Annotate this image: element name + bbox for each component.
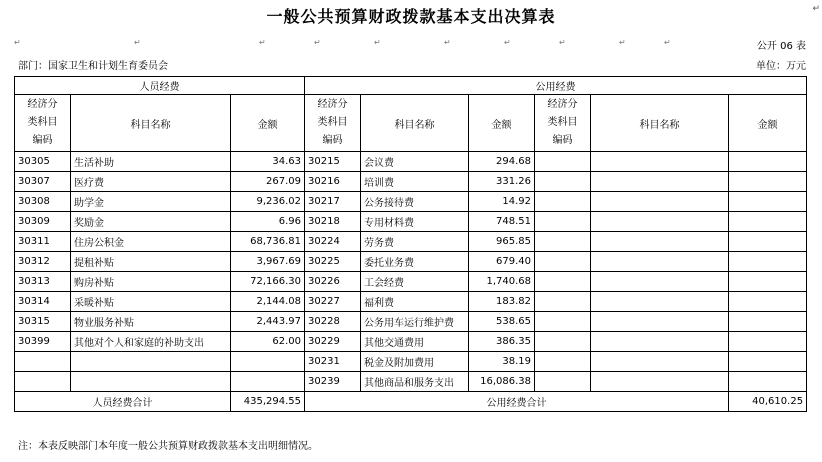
personnel-code-cell <box>15 352 71 372</box>
personnel-amount-cell: 3,967.69 <box>231 252 305 272</box>
public-amount-cell: 386.35 <box>469 332 535 352</box>
public-name-cell: 福利费 <box>361 292 469 312</box>
public-name-cell: 工会经费 <box>361 272 469 292</box>
personnel-amount-cell: 9,236.02 <box>231 192 305 212</box>
empty-amount-cell <box>729 292 807 312</box>
table-row <box>15 292 807 312</box>
unit-label: 单位：万元 <box>756 61 806 72</box>
personnel-amount-cell: 34.63 <box>231 152 305 172</box>
table-row <box>15 232 807 252</box>
personnel-code-cell: 30311 <box>15 232 71 252</box>
empty-name-cell <box>591 292 729 312</box>
public-code-cell: 30228 <box>305 312 361 332</box>
personnel-name-cell: 其他对个人和家庭的补助支出 <box>71 332 231 352</box>
empty-code-cell <box>535 232 591 252</box>
empty-code-cell <box>535 152 591 172</box>
empty-code-cell <box>535 212 591 232</box>
personnel-name-cell: 购房补贴 <box>71 272 231 292</box>
public-name-cell: 公务接待费 <box>361 192 469 212</box>
personnel-code-cell: 30313 <box>15 272 71 292</box>
table-row <box>15 332 807 352</box>
amount-header: 金额 <box>231 95 305 152</box>
table-row <box>15 352 807 372</box>
public-name-cell: 其他交通费用 <box>361 332 469 352</box>
public-name-cell: 委托业务费 <box>361 252 469 272</box>
table-row <box>15 272 807 292</box>
personnel-amount-cell: 62.00 <box>231 332 305 352</box>
public-name-cell: 会议费 <box>361 152 469 172</box>
personnel-amount-cell: 267.09 <box>231 172 305 192</box>
personnel-code-cell: 30399 <box>15 332 71 352</box>
public-amount-cell: 294.68 <box>469 152 535 172</box>
personnel-amount-cell: 2,443.97 <box>231 312 305 332</box>
econ-code-header: 经济分 类科目 编码 <box>305 95 361 152</box>
public-total-label: 公用经费合计 <box>305 392 729 412</box>
personnel-name-cell: 奖励金 <box>71 212 231 232</box>
public-code-cell: 30217 <box>305 192 361 212</box>
personnel-code-cell: 30314 <box>15 292 71 312</box>
personnel-name-cell: 助学金 <box>71 192 231 212</box>
public-name-cell: 专用材料费 <box>361 212 469 232</box>
personnel-name-cell: 生活补助 <box>71 152 231 172</box>
public-code-cell: 30226 <box>305 272 361 292</box>
personnel-code-cell: 30312 <box>15 252 71 272</box>
public-name-cell: 培训费 <box>361 172 469 192</box>
empty-name-cell <box>591 372 729 392</box>
personnel-name-cell: 采暖补贴 <box>71 292 231 312</box>
personnel-amount-cell <box>231 352 305 372</box>
empty-name-cell <box>591 212 729 232</box>
personnel-code-cell: 30308 <box>15 192 71 212</box>
personnel-amount-cell: 6.96 <box>231 212 305 232</box>
table-row <box>15 152 807 172</box>
public-code-cell: 30227 <box>305 292 361 312</box>
empty-amount-cell <box>729 352 807 372</box>
public-name-cell: 税金及附加费用 <box>361 352 469 372</box>
empty-code-cell <box>535 172 591 192</box>
personnel-code-cell: 30309 <box>15 212 71 232</box>
format-marks-row: ↵ ↵ ↵ ↵ ↵ ↵ ↵ ↵ ↵ ↵ <box>14 38 671 47</box>
public-code-cell: 30231 <box>305 352 361 372</box>
public-code-cell: 30216 <box>305 172 361 192</box>
public-code-cell: 30218 <box>305 212 361 232</box>
table-row <box>15 312 807 332</box>
public-total-amount: 40,610.25 <box>729 392 807 412</box>
personnel-name-cell: 住房公积金 <box>71 232 231 252</box>
expenditure-table <box>14 76 807 412</box>
public-name-cell: 公务用车运行维护费 <box>361 312 469 332</box>
empty-name-cell <box>591 312 729 332</box>
column-header-row <box>15 95 807 152</box>
public-code-cell: 30224 <box>305 232 361 252</box>
section-header-row <box>15 77 807 95</box>
table-row <box>15 192 807 212</box>
empty-name-cell <box>591 172 729 192</box>
personnel-amount-cell: 2,144.08 <box>231 292 305 312</box>
subject-name-header: 科目名称 <box>591 95 729 152</box>
empty-name-cell <box>591 152 729 172</box>
public-section-header: 公用经费 <box>305 77 807 95</box>
empty-amount-cell <box>729 332 807 352</box>
subject-name-header: 科目名称 <box>361 95 469 152</box>
empty-name-cell <box>591 252 729 272</box>
form-number: 公开 06 表 <box>756 41 806 52</box>
public-name-cell: 其他商品和服务支出 <box>361 372 469 392</box>
personnel-name-cell <box>71 352 231 372</box>
public-code-cell: 30239 <box>305 372 361 392</box>
public-amount-cell: 1,740.68 <box>469 272 535 292</box>
personnel-total-label: 人员经费合计 <box>15 392 231 412</box>
empty-name-cell <box>591 332 729 352</box>
personnel-name-cell: 医疗费 <box>71 172 231 192</box>
empty-code-cell <box>535 352 591 372</box>
personnel-code-cell <box>15 372 71 392</box>
personnel-amount-cell <box>231 372 305 392</box>
public-amount-cell: 38.19 <box>469 352 535 372</box>
page-title: 一般公共预算财政拨款基本支出决算表 <box>266 7 556 26</box>
footnote: 注：本表反映部门本年度一般公共预算财政拨款基本支出明细情况。 <box>18 441 318 452</box>
table-row <box>15 172 807 192</box>
public-amount-cell: 679.40 <box>469 252 535 272</box>
personnel-amount-cell: 68,736.81 <box>231 232 305 252</box>
empty-code-cell <box>535 292 591 312</box>
public-amount-cell: 965.85 <box>469 232 535 252</box>
table-row <box>15 252 807 272</box>
empty-amount-cell <box>729 212 807 232</box>
public-amount-cell: 331.26 <box>469 172 535 192</box>
public-amount-cell: 183.82 <box>469 292 535 312</box>
totals-row <box>15 392 807 412</box>
empty-code-cell <box>535 332 591 352</box>
empty-code-cell <box>535 372 591 392</box>
personnel-name-cell <box>71 372 231 392</box>
empty-name-cell <box>591 232 729 252</box>
empty-amount-cell <box>729 172 807 192</box>
department-label: 部门：国家卫生和计划生育委员会 <box>18 61 168 72</box>
econ-code-header: 经济分 类科目 编码 <box>15 95 71 152</box>
empty-amount-cell <box>729 232 807 252</box>
empty-name-cell <box>591 352 729 372</box>
paragraph-mark: ↵ <box>812 4 820 14</box>
personnel-code-cell: 30305 <box>15 152 71 172</box>
personnel-code-cell: 30307 <box>15 172 71 192</box>
public-code-cell: 30229 <box>305 332 361 352</box>
public-amount-cell: 538.65 <box>469 312 535 332</box>
empty-amount-cell <box>729 252 807 272</box>
amount-header: 金额 <box>469 95 535 152</box>
empty-amount-cell <box>729 312 807 332</box>
personnel-total-amount: 435,294.55 <box>231 392 305 412</box>
empty-amount-cell <box>729 192 807 212</box>
empty-name-cell <box>591 192 729 212</box>
public-code-cell: 30215 <box>305 152 361 172</box>
personnel-amount-cell: 72,166.30 <box>231 272 305 292</box>
public-name-cell: 劳务费 <box>361 232 469 252</box>
public-amount-cell: 14.92 <box>469 192 535 212</box>
amount-header: 金额 <box>729 95 807 152</box>
empty-name-cell <box>591 272 729 292</box>
public-code-cell: 30225 <box>305 252 361 272</box>
subject-name-header: 科目名称 <box>71 95 231 152</box>
personnel-section-header: 人员经费 <box>15 77 305 95</box>
empty-code-cell <box>535 272 591 292</box>
personnel-code-cell: 30315 <box>15 312 71 332</box>
public-amount-cell: 748.51 <box>469 212 535 232</box>
empty-amount-cell <box>729 152 807 172</box>
econ-code-header: 经济分 类科目 编码 <box>535 95 591 152</box>
table-row <box>15 212 807 232</box>
table-row <box>15 372 807 392</box>
empty-amount-cell <box>729 272 807 292</box>
empty-code-cell <box>535 252 591 272</box>
empty-code-cell <box>535 192 591 212</box>
empty-code-cell <box>535 312 591 332</box>
public-amount-cell: 16,086.38 <box>469 372 535 392</box>
empty-amount-cell <box>729 372 807 392</box>
personnel-name-cell: 提租补贴 <box>71 252 231 272</box>
personnel-name-cell: 物业服务补贴 <box>71 312 231 332</box>
